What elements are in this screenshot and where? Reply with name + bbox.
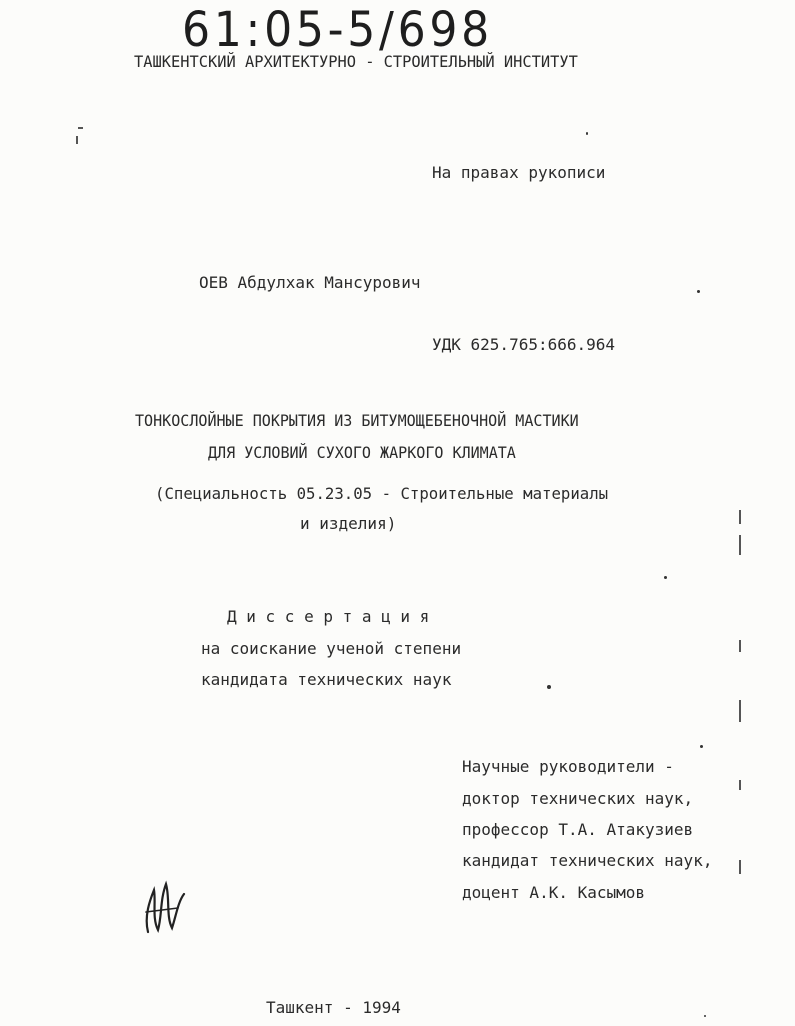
scan-artifact: [586, 132, 588, 135]
scan-artifact: [739, 700, 741, 722]
scan-artifact: [78, 127, 83, 129]
scan-artifact: [739, 510, 741, 524]
supervisor-line: доктор технических наук,: [462, 789, 694, 808]
udc-code: УДК 625.765:666.964: [432, 335, 616, 354]
specialty-line-2: и изделия): [300, 514, 397, 533]
scan-artifact: [739, 780, 741, 790]
scan-artifact: [697, 290, 700, 293]
scan-artifact: [739, 640, 741, 652]
scan-artifact: [76, 136, 78, 144]
title-line-1: ТОНКОСЛОЙНЫЕ ПОКРЫТИЯ ИЗ БИТУМОЩЕБЕНОЧНОЙ МАСТИКИ: [135, 411, 579, 430]
supervisor-line: доцент А.К. Касымов: [462, 883, 646, 902]
city-year: Ташкент - 1994: [266, 998, 401, 1017]
signature-mark: [140, 872, 190, 942]
scan-artifact: [700, 745, 703, 748]
document-type: Д и с с е р т а ц и я: [227, 607, 430, 626]
scan-artifact: [739, 860, 741, 874]
manuscript-rights-label: На правах рукописи: [432, 163, 606, 182]
specialty-line-1: (Специальность 05.23.05 - Строительные материалы: [155, 484, 609, 503]
scan-artifact: [664, 576, 667, 579]
archive-code: 61:05-5/698: [182, 2, 493, 58]
title-line-2: ДЛЯ УСЛОВИЙ СУХОГО ЖАРКОГО КЛИМАТА: [208, 443, 516, 462]
institute-name: ТАШКЕНТСКИЙ АРХИТЕКТУРНО - СТРОИТЕЛЬНЫЙ ИНСТИТУТ: [134, 52, 578, 71]
scan-artifact: [739, 535, 741, 555]
supervisor-line: профессор Т.А. Атакузиев: [462, 820, 694, 839]
supervisor-line: кандидат технических наук,: [462, 851, 713, 870]
author-name: ОЕВ Абдулхак Мансурович: [199, 273, 421, 292]
supervisor-line: Научные руководители -: [462, 757, 674, 776]
degree-line-2: кандидата технических наук: [201, 670, 452, 689]
scan-artifact: [547, 685, 551, 689]
scan-artifact: [704, 1015, 706, 1017]
degree-line-1: на соискание ученой степени: [201, 639, 462, 658]
